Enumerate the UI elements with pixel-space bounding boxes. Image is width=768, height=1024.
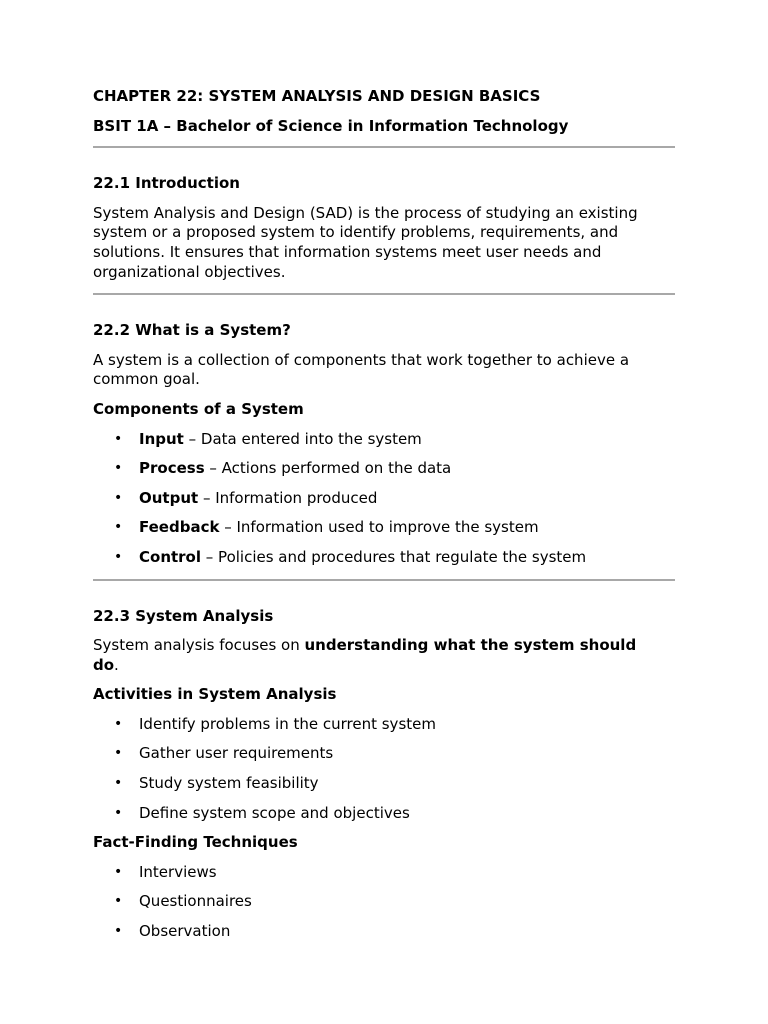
section-heading-system-analysis: 22.3 System Analysis (93, 606, 274, 625)
bullet-icon: • (114, 745, 123, 762)
bullet-icon: • (114, 430, 123, 447)
divider (93, 579, 675, 581)
divider (93, 146, 675, 148)
bullet-icon: • (114, 923, 123, 940)
fact-finding-list (93, 863, 675, 942)
paragraph-line: solutions. It ensures that information systems meet user needs and (93, 242, 602, 261)
component-term: Process (139, 459, 205, 478)
subheading-components: Components of a System (93, 399, 304, 418)
intro-text: . (114, 655, 119, 674)
paragraph-line: System Analysis and Design (SAD) is the process of studying an existing (93, 203, 638, 222)
intro-emphasis: understanding what the system should (304, 636, 637, 655)
list-item-text: Observation (139, 922, 231, 941)
bullet-icon: • (114, 775, 123, 792)
list-item (93, 804, 675, 824)
course-subtitle: BSIT 1A – Bachelor of Science in Information Technology (93, 116, 569, 135)
list-item (93, 489, 675, 509)
intro-text: System analysis focuses on (93, 636, 305, 655)
list-item (93, 863, 675, 883)
component-description: – Actions performed on the data (204, 459, 452, 478)
list-item (93, 548, 675, 568)
list-item (93, 430, 675, 450)
divider (93, 293, 675, 295)
list-item-text: Identify problems in the current system (139, 714, 436, 733)
bullet-icon: • (114, 519, 123, 536)
bullet-icon: • (114, 548, 123, 565)
paragraph-line: common goal. (93, 370, 200, 389)
system-analysis-paragraph (93, 636, 675, 675)
list-item (93, 774, 675, 794)
system-definition-paragraph (93, 351, 675, 390)
section-heading-what-is-system: 22.2 What is a System? (93, 321, 291, 340)
component-term: Output (139, 488, 199, 507)
paragraph-line (93, 656, 675, 676)
introduction-paragraph (93, 204, 675, 282)
intro-emphasis: do (93, 655, 115, 674)
components-list (93, 430, 675, 568)
bullet-icon: • (114, 863, 123, 880)
activities-list (93, 715, 675, 823)
list-item-text: Questionnaires (139, 892, 252, 911)
list-item (93, 459, 675, 479)
list-item-text: Interviews (139, 862, 217, 881)
section-heading-introduction: 22.1 Introduction (93, 174, 240, 193)
component-description: – Information produced (198, 488, 378, 507)
document-page (93, 87, 675, 942)
bullet-icon: • (114, 489, 123, 506)
bullet-icon: • (114, 804, 123, 821)
list-item (93, 892, 675, 912)
paragraph-line: A system is a collection of components that work together to achieve a (93, 350, 630, 369)
component-term: Control (139, 547, 202, 566)
bullet-icon: • (114, 460, 123, 477)
list-item (93, 922, 675, 942)
bullet-icon: • (114, 715, 123, 732)
component-term: Feedback (139, 518, 220, 537)
list-item (93, 715, 675, 735)
component-description: – Information used to improve the system (219, 518, 539, 537)
list-item (93, 518, 675, 538)
list-item-text: Define system scope and objectives (139, 803, 410, 822)
paragraph-line: system or a proposed system to identify problems, requirements, and (93, 223, 619, 242)
chapter-title: CHAPTER 22: SYSTEM ANALYSIS AND DESIGN BASICS (93, 87, 541, 105)
list-item-text: Gather user requirements (139, 744, 334, 763)
paragraph-line: organizational objectives. (93, 262, 286, 281)
list-item-text: Study system feasibility (139, 774, 319, 793)
paragraph-line (93, 636, 675, 656)
component-term: Input (139, 429, 184, 448)
list-item (93, 744, 675, 764)
subheading-activities: Activities in System Analysis (93, 685, 337, 704)
component-description: – Data entered into the system (183, 429, 422, 448)
bullet-icon: • (114, 893, 123, 910)
component-description: – Policies and procedures that regulate the system (201, 547, 587, 566)
subheading-fact-finding: Fact-Finding Techniques (93, 833, 298, 852)
